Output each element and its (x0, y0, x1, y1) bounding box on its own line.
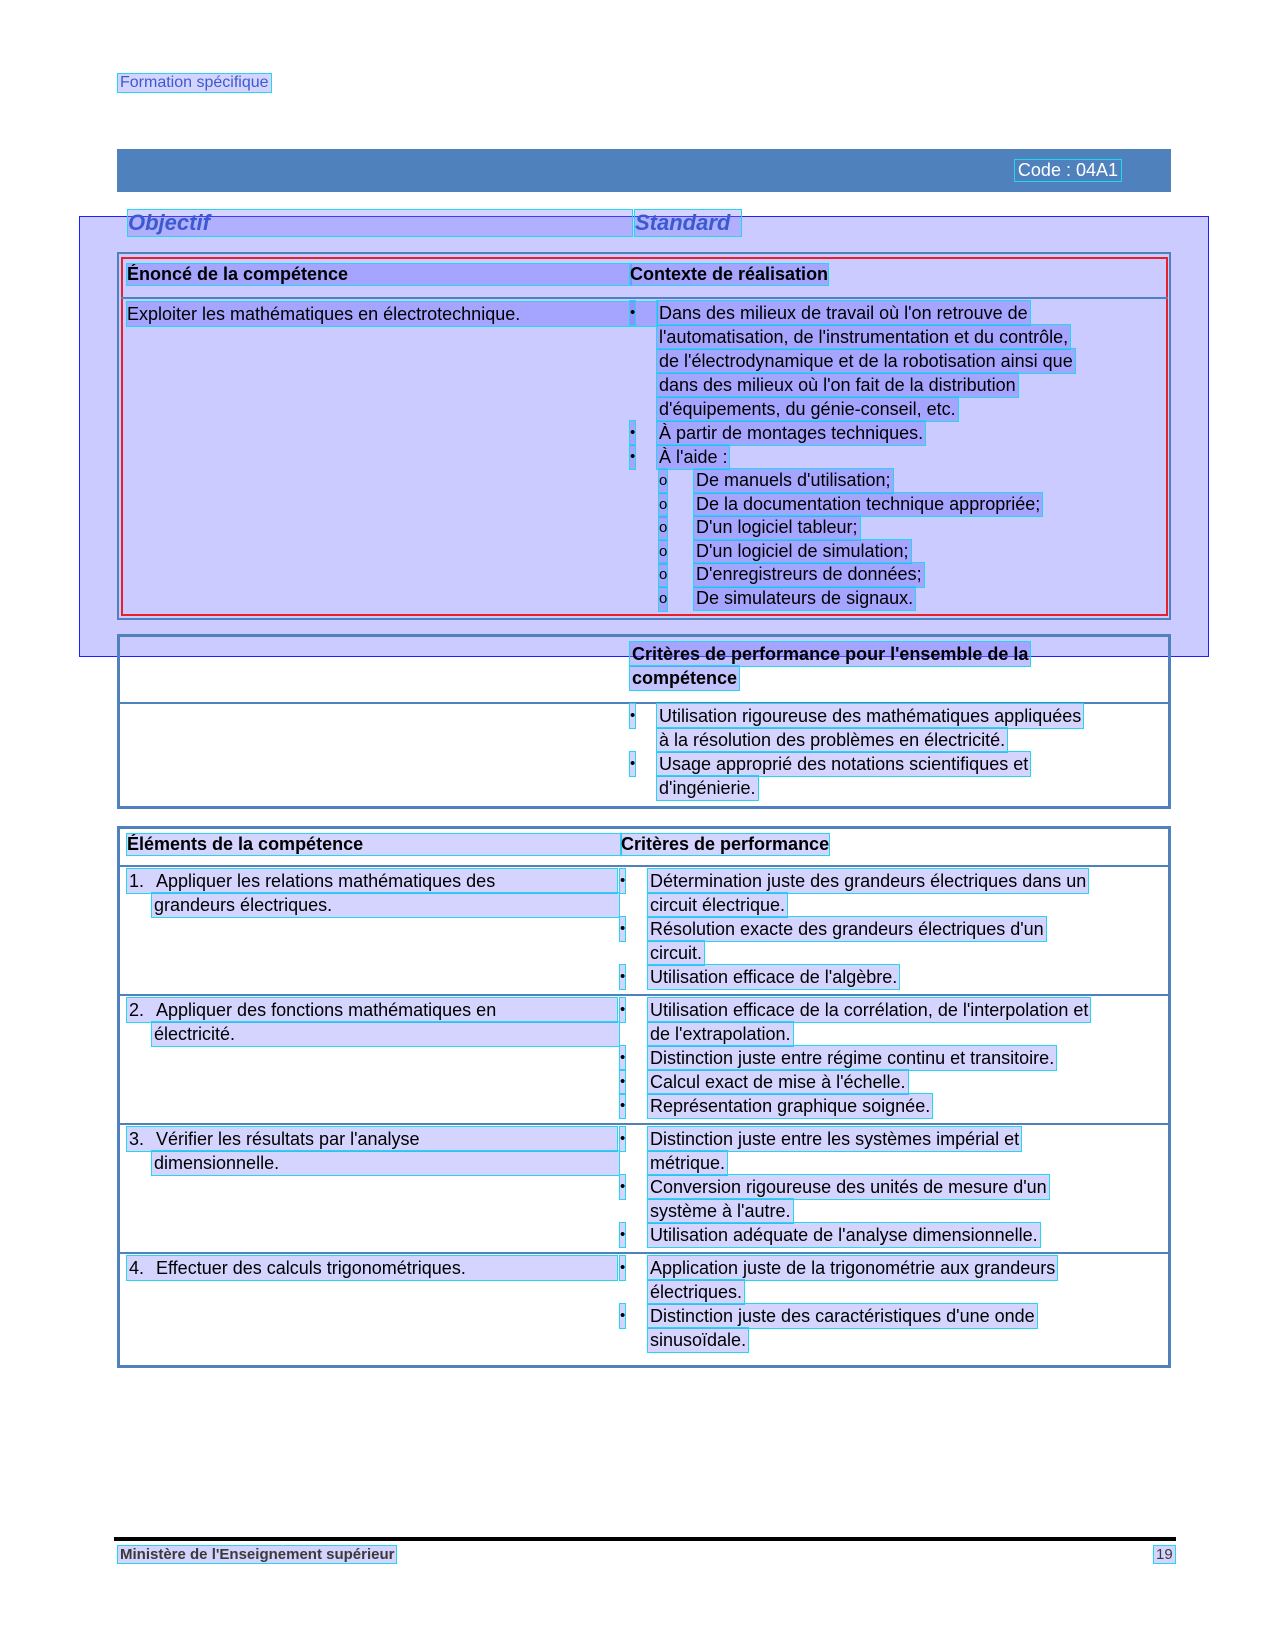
list-item (694, 493, 1042, 517)
bullet-icon: o (659, 469, 667, 493)
list-item (657, 421, 925, 445)
list-item-line: Application juste de la trigonométrie aux grandeurs (650, 1258, 1056, 1278)
list-item-line: Distinction juste des caractéristiques d'une onde (650, 1306, 1035, 1326)
bullet-icon: • (630, 301, 635, 325)
list-item-line: D'un logiciel de simulation; (694, 540, 911, 564)
section-objectif: Objectif (128, 210, 632, 236)
list-item-line: électriques. (650, 1282, 743, 1302)
list-item (648, 1304, 1037, 1352)
list-item-line: De simulateurs de signaux. (694, 587, 915, 611)
bullet-icon: o (659, 493, 667, 517)
page-number: 19 (1156, 1546, 1173, 1563)
list-item-line: de l'électrodynamique et de la robotisation ainsi que (659, 351, 1073, 371)
bullet-icon: • (620, 1094, 625, 1118)
bullet-icon: o (659, 563, 667, 587)
list-item (648, 1223, 1040, 1247)
list-item (694, 563, 924, 587)
list-item-line: Utilisation rigoureuse des mathématiques appliquées (659, 706, 1082, 726)
contexte-header: Contexte de réalisation (630, 264, 829, 284)
list-item-line: à la résolution des problèmes en électricité. (659, 730, 1006, 750)
bullet-icon: • (620, 965, 625, 989)
bullet-icon: • (620, 869, 625, 893)
list-item-line: dans des milieux où l'on fait de la distribution (659, 375, 1016, 395)
list-item-line: Utilisation efficace de l'algèbre. (650, 967, 898, 987)
list-item (648, 998, 1090, 1046)
element-number: 3. (129, 1129, 145, 1149)
list-item-line: d'ingénierie. (659, 778, 756, 798)
element-item (127, 1127, 621, 1175)
element-line: 3. Vérifier les résultats par l'analyse (127, 1127, 617, 1151)
footer-rule (114, 1537, 1176, 1541)
table-divider (117, 1252, 1171, 1254)
list-item-line: circuit électrique. (650, 895, 786, 915)
element-item (127, 998, 621, 1046)
bullet-icon: o (659, 540, 667, 564)
list-item-line: sinusoïdale. (650, 1330, 747, 1350)
bullet-icon: • (620, 1304, 625, 1328)
list-item-line: D'un logiciel tableur; (694, 516, 860, 540)
bullet-icon: o (659, 516, 667, 540)
element-line: grandeurs électriques. (152, 893, 619, 917)
table-divider (117, 1123, 1171, 1125)
header-label: Formation spécifique (120, 74, 269, 91)
list-item-line: Distinction juste entre régime continu et transitoire. (650, 1048, 1055, 1068)
bullet-icon: • (630, 704, 635, 728)
list-item (657, 445, 729, 469)
list-item (657, 704, 1083, 752)
list-item (648, 1070, 908, 1094)
bullet-icon: • (620, 1046, 625, 1070)
bullet-icon: • (630, 445, 635, 469)
element-line: 2. Appliquer des fonctions mathématiques en (127, 998, 617, 1022)
element-item (127, 869, 621, 917)
list-item-line: D'enregistreurs de données; (694, 563, 924, 587)
element-number: 4. (129, 1258, 145, 1278)
list-item (648, 965, 899, 989)
element-number: 1. (129, 871, 145, 891)
code-label: Code : 04A1 (1015, 160, 1121, 181)
bullet-icon: • (630, 421, 635, 445)
list-item (694, 516, 860, 540)
element-line: 4. Effectuer des calculs trigonométriques. (127, 1256, 617, 1280)
list-item-line: métrique. (650, 1153, 726, 1173)
list-item (648, 917, 1046, 965)
list-item-line: d'équipements, du génie-conseil, etc. (659, 399, 956, 419)
list-item (694, 540, 911, 564)
list-item (648, 1127, 1021, 1175)
element-number: 2. (129, 1000, 145, 1020)
ensemble-header: Critères de performance pour l'ensemble de la compétence (632, 644, 1029, 688)
bullet-icon: • (620, 1127, 625, 1151)
criteres-header: Critères de performance (621, 834, 830, 854)
list-item-line: À partir de montages techniques. (659, 423, 924, 443)
list-item-line: Résolution exacte des grandeurs électriques d'un (650, 919, 1044, 939)
list-item-line: À l'aide : (659, 447, 728, 467)
list-item (657, 752, 1030, 800)
bullet-icon: • (620, 1070, 625, 1094)
element-line: électricité. (152, 1022, 619, 1046)
list-item-line: Utilisation adéquate de l'analyse dimensionnelle. (650, 1225, 1038, 1245)
bullet-icon: • (620, 917, 625, 941)
table-divider (117, 865, 1171, 867)
list-item-line: Dans des milieux de travail où l'on retrouve de (659, 303, 1028, 323)
list-item-line: système à l'autre. (650, 1201, 791, 1221)
list-item (657, 301, 1075, 421)
list-item-line: Représentation graphique soignée. (650, 1096, 931, 1116)
element-item (127, 1256, 621, 1280)
bullet-icon: • (620, 1175, 625, 1199)
element-line: 1. Appliquer les relations mathématiques des (127, 869, 617, 893)
list-item-line: De la documentation technique appropriée; (694, 493, 1042, 517)
bullet-icon: • (630, 752, 635, 776)
enonce-header: Énoncé de la compétence (127, 264, 631, 285)
list-item (648, 1046, 1056, 1070)
list-item (648, 1175, 1049, 1223)
section-standard: Standard (635, 210, 741, 236)
list-item (648, 1256, 1057, 1304)
code-bar (117, 149, 1171, 192)
list-item-line: Calcul exact de mise à l'échelle. (650, 1072, 906, 1092)
bullet-icon: • (620, 998, 625, 1022)
list-item (648, 869, 1088, 917)
list-item-line: Utilisation efficace de la corrélation, de l'interpolation et (650, 1000, 1089, 1020)
bullet-icon: o (659, 587, 667, 611)
table-divider (117, 994, 1171, 996)
element-line: dimensionnelle. (152, 1151, 619, 1175)
list-item-line: Conversion rigoureuse des unités de mesure d'un (650, 1177, 1047, 1197)
list-item-line: De manuels d'utilisation; (694, 469, 893, 493)
bullet-icon: • (620, 1223, 625, 1247)
list-item (648, 1094, 932, 1118)
footer-ministry: Ministère de l'Enseignement supérieur (120, 1546, 395, 1563)
list-item-line: Distinction juste entre les systèmes impérial et (650, 1129, 1020, 1149)
table-divider (121, 297, 1168, 299)
list-item (694, 469, 893, 493)
list-item-line: circuit. (650, 943, 703, 963)
list-item-line: Détermination juste des grandeurs électriques dans un (650, 871, 1087, 891)
list-item-line: de l'extrapolation. (650, 1024, 791, 1044)
list-item (694, 587, 915, 611)
enonce-text: Exploiter les mathématiques en électrotechnique. (127, 302, 657, 326)
bullet-icon: • (620, 1256, 625, 1280)
list-item-line: Usage approprié des notations scientifiques et (659, 754, 1029, 774)
elements-header: Éléments de la compétence (127, 834, 621, 855)
list-item-line: l'automatisation, de l'instrumentation et du contrôle, (659, 327, 1069, 347)
